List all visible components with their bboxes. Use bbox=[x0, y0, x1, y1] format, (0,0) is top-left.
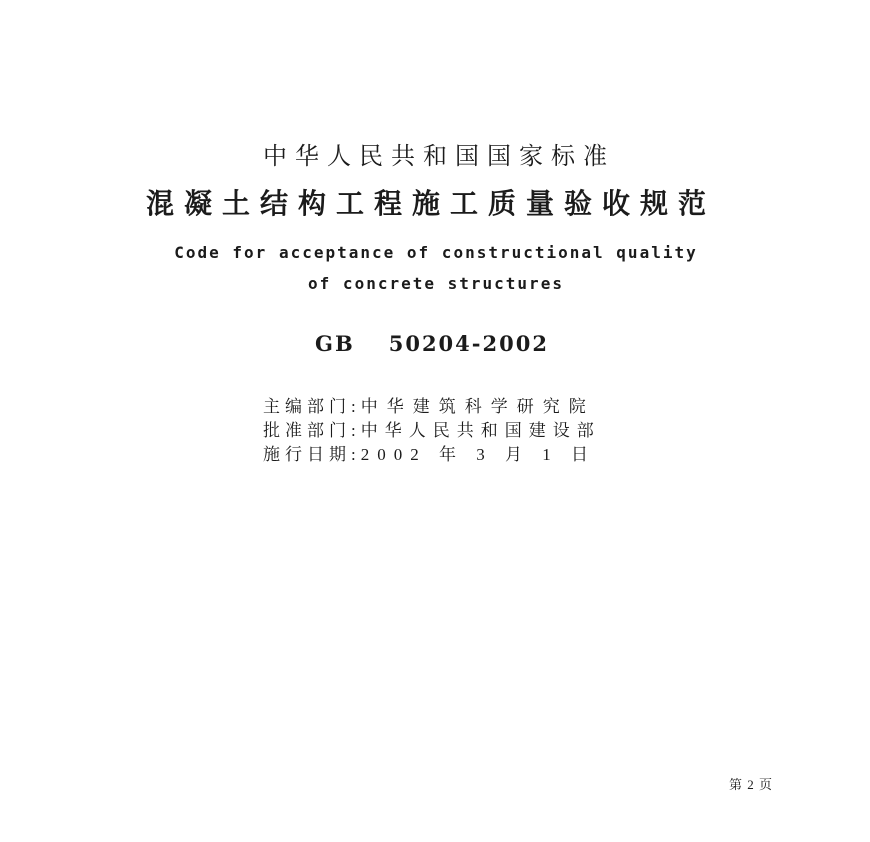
document-title-en-line1: Code for acceptance of constructional quality bbox=[174, 243, 698, 262]
effective-date-label: 施行日期: bbox=[263, 445, 361, 464]
chief-editor-value: 中华建筑科学研究院 bbox=[360, 397, 595, 416]
standard-class-heading: 中华人民共和国国家标准 bbox=[263, 144, 615, 170]
effective-date-value: 2002 年 3 月 1 日 bbox=[360, 445, 596, 464]
approval-dept-value: 中华人民共和国建设部 bbox=[360, 421, 601, 440]
publication-info-block bbox=[263, 395, 601, 467]
document-title-cn: 混凝土结构工程施工质量验收规范 bbox=[145, 189, 716, 220]
effective-date-row bbox=[263, 443, 601, 467]
approval-dept-label: 批准部门: bbox=[263, 421, 361, 440]
standard-code bbox=[0, 332, 864, 356]
page-number: 第 2 页 bbox=[729, 777, 774, 792]
standard-code-number: 50204-2002 bbox=[388, 331, 549, 356]
approval-dept-row bbox=[263, 419, 601, 443]
standard-code-prefix: GB bbox=[315, 331, 355, 356]
chief-editor-row bbox=[263, 395, 601, 419]
chief-editor-label: 主编部门: bbox=[263, 397, 361, 416]
document-title-en-line2: of concrete structures bbox=[308, 274, 564, 293]
